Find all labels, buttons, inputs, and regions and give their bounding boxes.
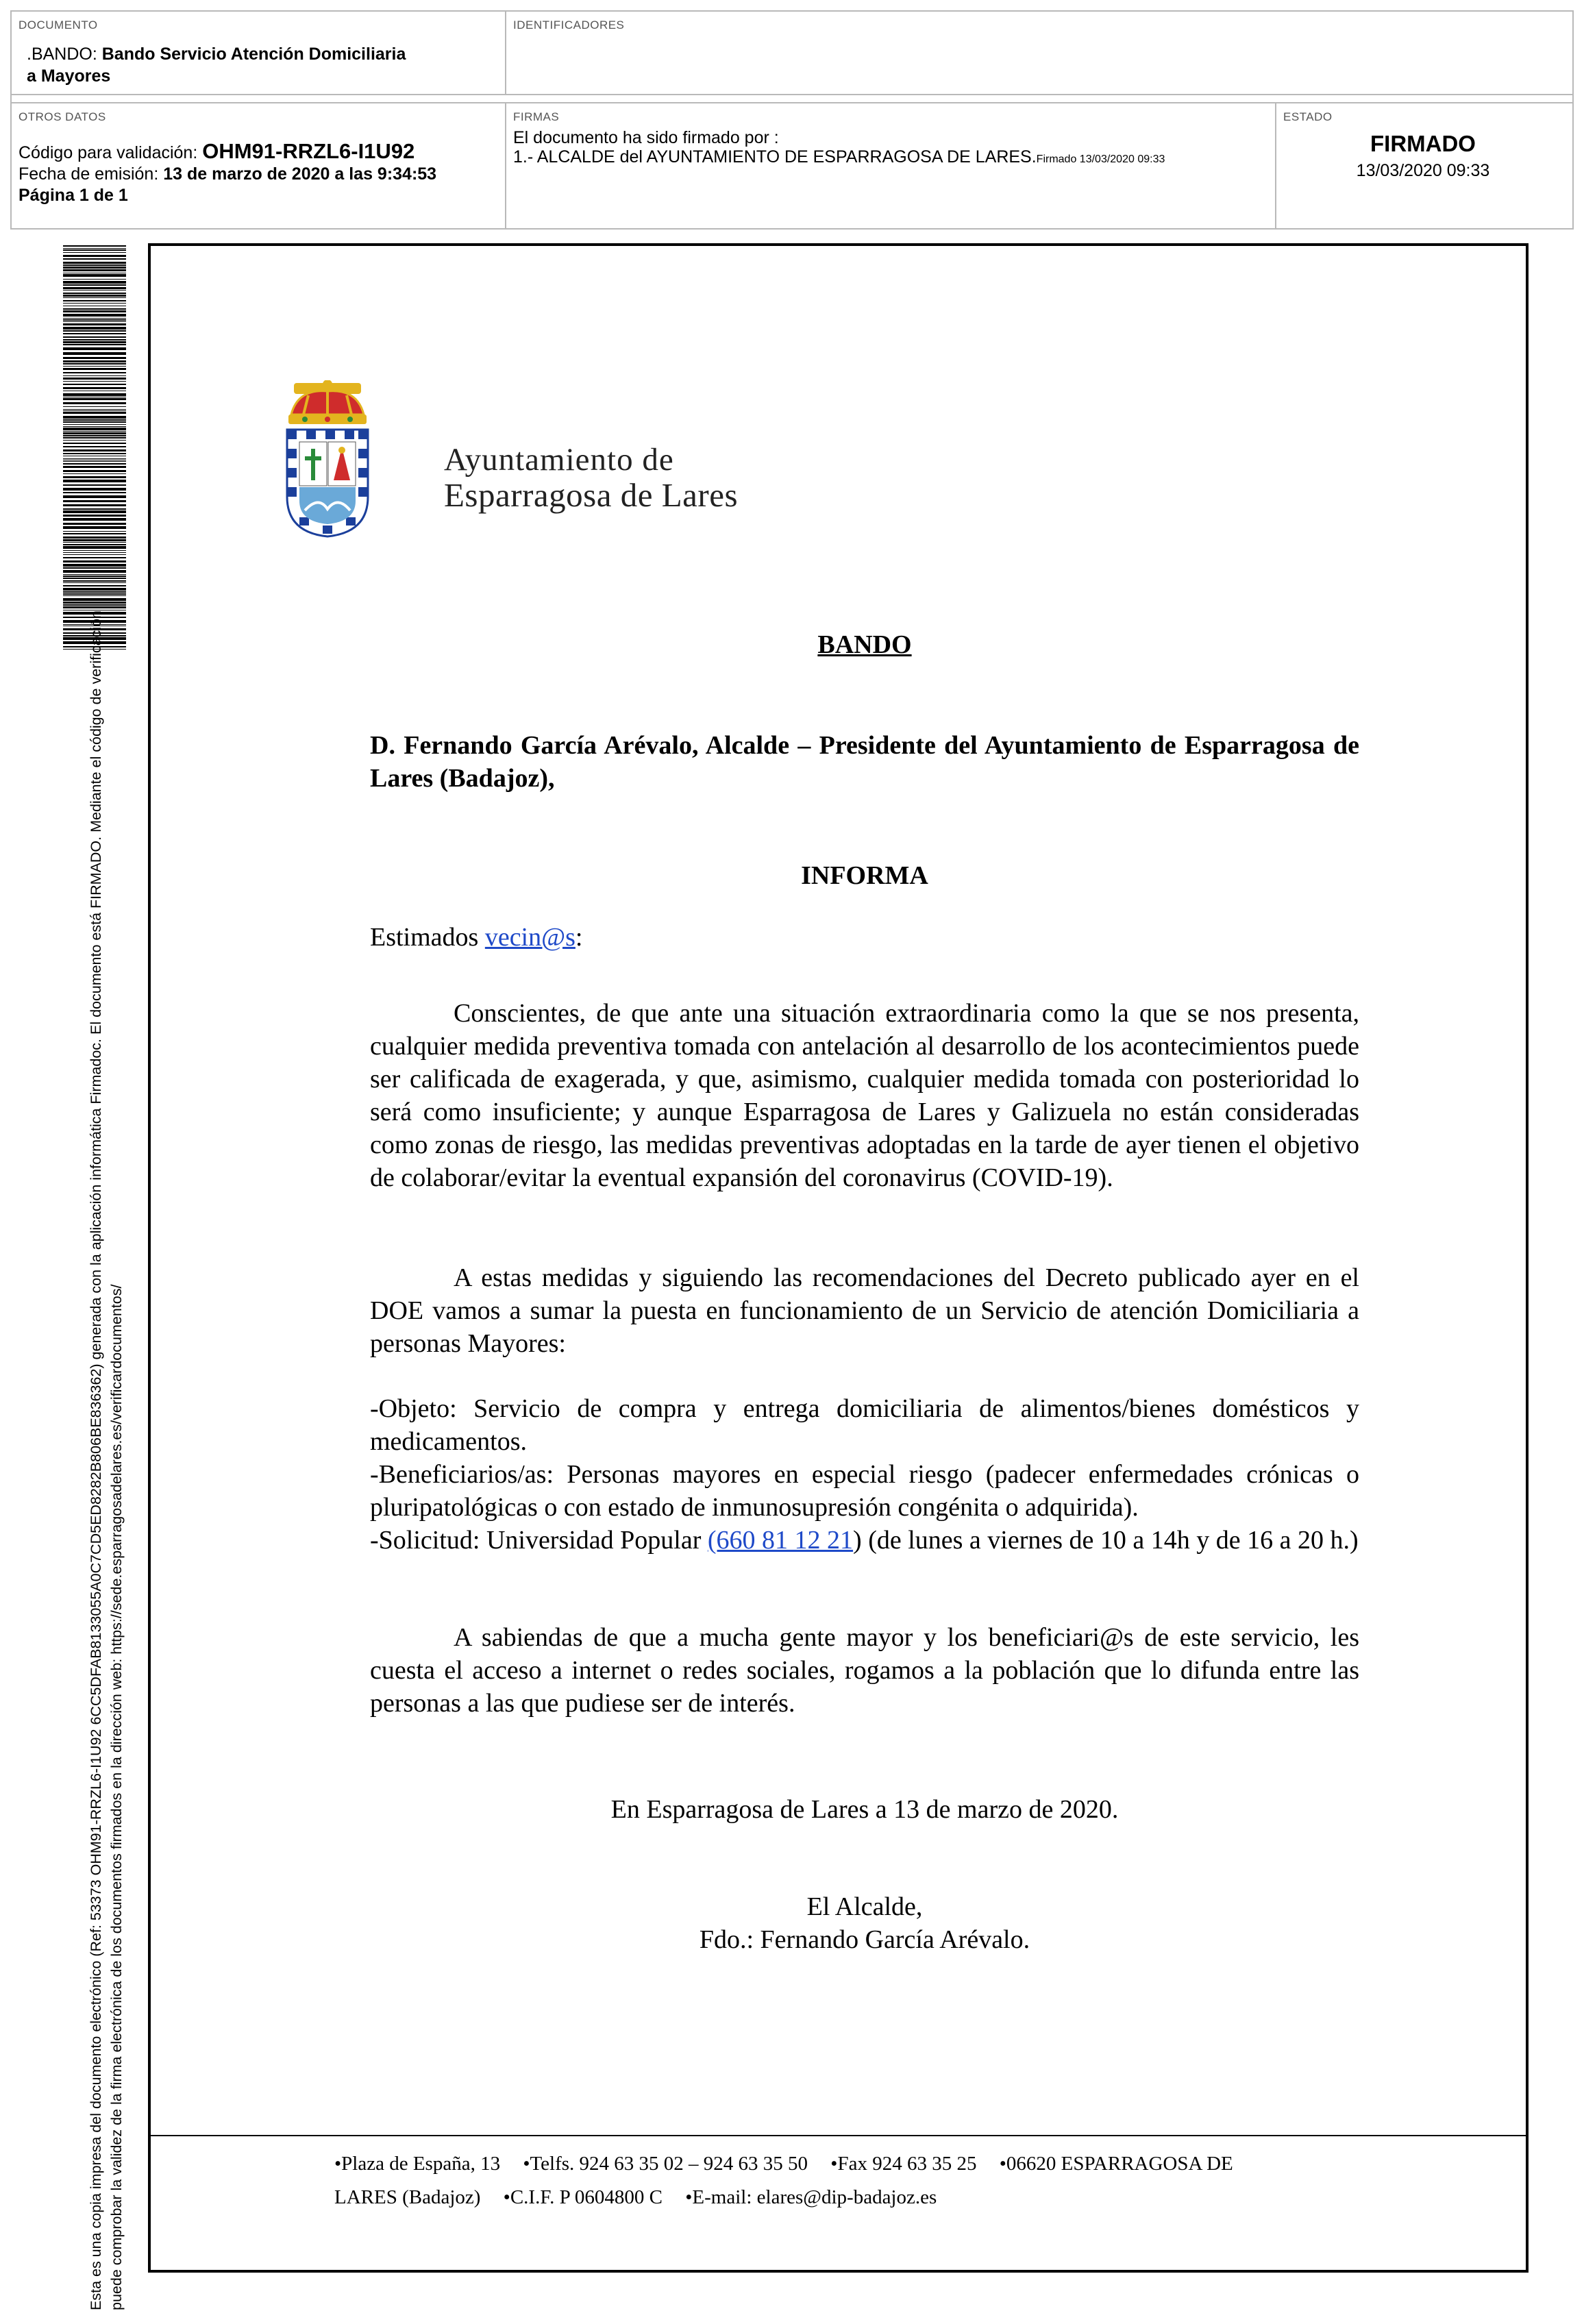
coat-of-arms-logo (284, 380, 371, 538)
solicitud-prefix: -Solicitud: Universidad Popular (370, 1526, 708, 1555)
footer-line-2 (334, 2186, 954, 2209)
document-heading: BANDO (817, 630, 912, 659)
validation-code-value: OHM91-RRZL6-I1U92 (202, 139, 415, 163)
verification-side-text (86, 610, 127, 2310)
service-details (370, 1392, 1359, 1557)
phone-link[interactable]: (660 81 12 21 (707, 1526, 854, 1555)
greeting-prefix: Estimados (370, 923, 485, 952)
document-header (10, 10, 1574, 230)
greeting (370, 921, 1359, 954)
solicitud-suffix: ) (de lunes a viernes de 10 a 14h y de 16 a 20 h.) (853, 1526, 1359, 1555)
documento-caption: DOCUMENTO (18, 18, 98, 32)
signature-title: El Alcalde, (806, 1892, 923, 1921)
otros-datos-cell (12, 102, 506, 228)
otros-datos-caption: OTROS DATOS (18, 110, 106, 123)
issue-date-value: 13 de marzo de 2020 a las 9:34:53 (163, 164, 437, 184)
footer-fax: •Fax 924 63 35 25 (830, 2153, 977, 2175)
footer-postal-cont: LARES (Badajoz) (334, 2186, 481, 2208)
footer-email: •E-mail: elares@dip-badajoz.es (685, 2186, 937, 2208)
barcode (63, 245, 126, 650)
letterhead-line2: Esparragosa de Lares (444, 476, 739, 514)
vecinos-link[interactable]: vecin@s (484, 923, 576, 952)
paragraph-1: Conscientes, de que ante una situación extraordinaria como la que se nos presenta, cualquier medida preventiva tomada con antelación al desarrollo de los acontecimientos puede ser calificada de exagerada, y que, asimismo, cualquier medida tomada con posterioridad lo será como insuficiente; y aunque Esparragosa de Lares y Galizuela no están consideradas como zonas de riesgo, las medidas preventivas adoptadas en la tarde de ayer tienen el objetivo de colaborar/evitar la eventual expansión del coronavirus (COVID-19). (370, 999, 1359, 1192)
greeting-suffix: : (575, 923, 583, 952)
paragraph-3: A sabiendas de que a mucha gente mayor y los beneficiari@s de este servicio, les cuesta el acceso a internet o redes sociales, rogamos a la población que lo difunda entre las personas a las que pudiese ser de interés. (370, 1623, 1359, 1718)
document-prefix: .BANDO: (27, 45, 97, 64)
validation-code (18, 139, 414, 164)
signer: 1.- ALCALDE del AYUNTAMIENTO DE ESPARRAGOSA DE LARES. (513, 147, 1037, 166)
document-title (27, 43, 406, 87)
author-statement: D. Fernando García Arévalo, Alcalde – Presidente del Ayuntamiento de Esparragosa de Lares (Badajoz), (370, 731, 1359, 793)
footer-line-1 (334, 2153, 1251, 2175)
service-solicitud (370, 1524, 1359, 1557)
estado-cell (1276, 102, 1572, 228)
letterhead-line1: Ayuntamiento de (444, 442, 674, 478)
estado-caption: ESTADO (1283, 110, 1333, 123)
paragraph-2: A estas medidas y siguiendo las recomendaciones del Decreto publicado ayer en el DOE vamos a sumar la puesta en funcionamiento de un Servicio de atención Domiciliaria a personas Mayores: (370, 1263, 1359, 1358)
firmas-caption: FIRMAS (513, 110, 560, 123)
documento-cell (12, 12, 506, 95)
identificadores-cell (506, 12, 1572, 95)
footer-cif: •C.I.F. P 0604800 C (503, 2186, 663, 2208)
status-value: FIRMADO (1370, 131, 1476, 156)
header-gap (12, 95, 1572, 102)
document-title-line2: a Mayores (27, 66, 111, 86)
firmas-line2 (513, 147, 1165, 167)
side-text-line2: puede comprobar la validez de la firma electrónica de los documentos firmados en la dirección web: https://sede.esparragosadelares.es/verificardocumentos/ (108, 1284, 125, 2310)
status-date: 13/03/2020 09:33 (1356, 161, 1490, 180)
letter-frame (148, 243, 1529, 2273)
issue-date (18, 164, 436, 184)
firmas-cell (506, 102, 1276, 228)
side-text-line1: Esta es una copia impresa del documento electrónico (Ref: 53373 OHM91-RRZL6-I1U92 6CC5DFAB8133055A0C7CD5ED8282B806BE836362) generada con la aplicación informática Firmadoc. El documento está FIRMADO. Mediante el código de verificación (88, 610, 104, 2310)
signature-name: Fdo.: Fernando García Arévalo. (699, 1925, 1030, 1954)
footer-separator (151, 2135, 1526, 2136)
validation-code-label: Código para validación: (18, 143, 198, 162)
service-beneficiarios: -Beneficiarios/as: Personas mayores en especial riesgo (padecer enfermedades crónicas o pluripatológicas o con estado de inmunosupresión congénita o adquirida). (370, 1460, 1359, 1522)
issue-date-label: Fecha de emisión: (18, 164, 159, 184)
identificadores-caption: IDENTIFICADORES (513, 18, 625, 32)
service-objeto: -Objeto: Servicio de compra y entrega domiciliaria de alimentos/bienes domésticos y medicamentos. (370, 1394, 1359, 1456)
footer-phones: •Telfs. 924 63 35 02 – 924 63 35 50 (523, 2153, 808, 2175)
document-title-line1: Bando Servicio Atención Domiciliaria (101, 45, 406, 64)
firmas-line1: El documento ha sido firmado por : (513, 128, 779, 147)
page-count: Página 1 de 1 (18, 186, 128, 205)
footer-postal: •06620 ESPARRAGOSA DE (999, 2153, 1233, 2175)
informa-heading: INFORMA (801, 861, 928, 890)
place-date: En Esparragosa de Lares a 13 de marzo de 2020. (610, 1795, 1119, 1824)
signed-timestamp: Firmado 13/03/2020 09:33 (1036, 153, 1165, 165)
footer-address: •Plaza de España, 13 (334, 2153, 501, 2175)
